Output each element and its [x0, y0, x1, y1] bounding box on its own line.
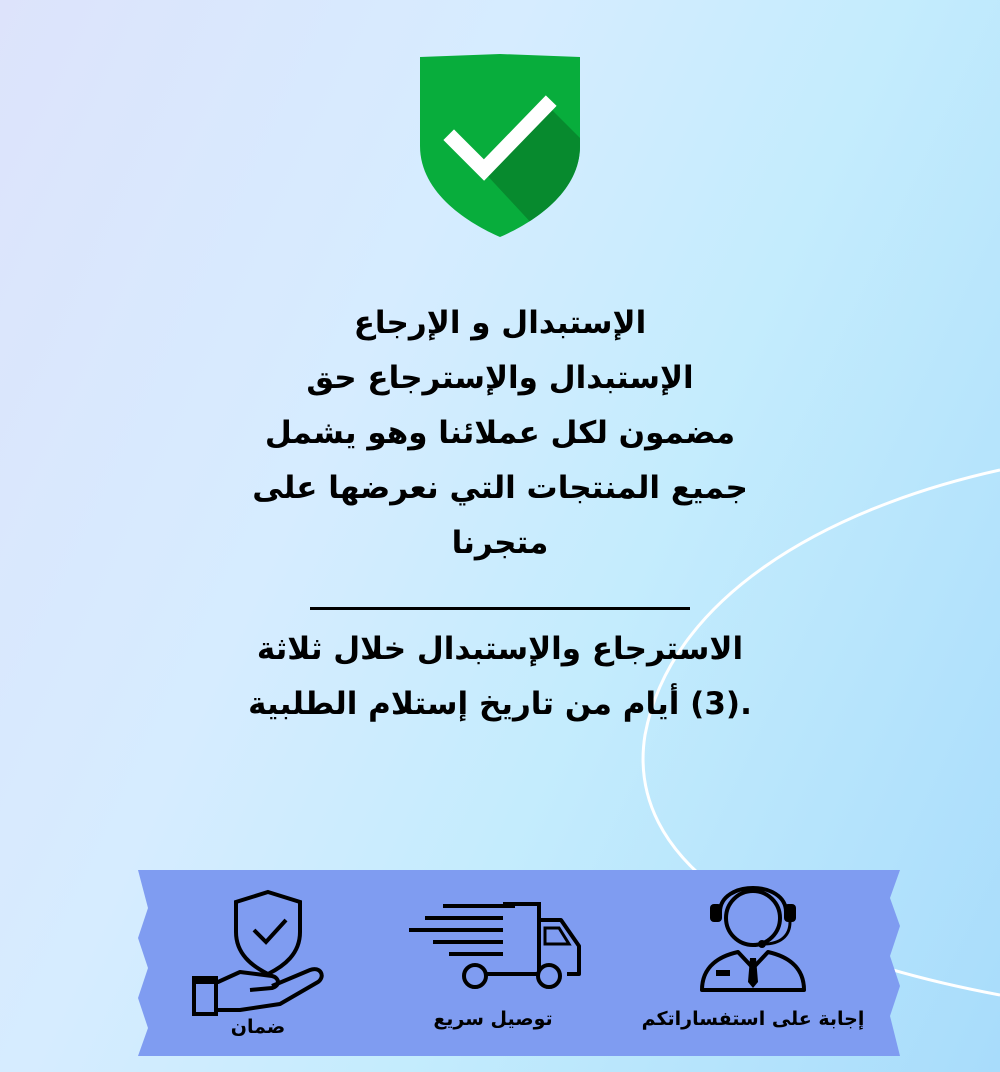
feature-fast-delivery — [398, 868, 588, 1058]
feature-guarantee — [178, 868, 338, 1058]
feature-guarantee-label: ضمان — [230, 1016, 286, 1038]
separator-line — [310, 607, 690, 610]
feature-support-label: إجابة على استفساراتكم — [641, 1008, 865, 1030]
support-agent-icon — [698, 874, 808, 996]
policy-note-line-1: الاسترجاع والإستبدال خلال ثلاثة — [256, 631, 744, 667]
policy-note — [180, 622, 820, 732]
features-band — [138, 868, 900, 1058]
policy-body-line-1: الإستبدال والإسترجاع حق — [306, 360, 694, 396]
feature-fast-delivery-label: توصيل سريع — [433, 1008, 553, 1030]
delivery-truck-icon — [403, 898, 583, 993]
policy-body-line-3: جميع المنتجات التي نعرضها على — [252, 470, 748, 506]
policy-body-line-4: متجرنا — [451, 525, 549, 561]
policy-note-line-2: .(3) أيام من تاريخ إستلام الطلبية — [248, 686, 752, 722]
policy-title: الإستبدال و الإرجاع — [353, 305, 647, 341]
policy-body-line-2: مضمون لكل عملائنا وهو يشمل — [264, 415, 736, 451]
shield-check-icon — [420, 54, 580, 238]
feature-support — [628, 868, 878, 1058]
policy-text — [180, 296, 820, 571]
shield-hand-icon — [188, 886, 328, 1016]
